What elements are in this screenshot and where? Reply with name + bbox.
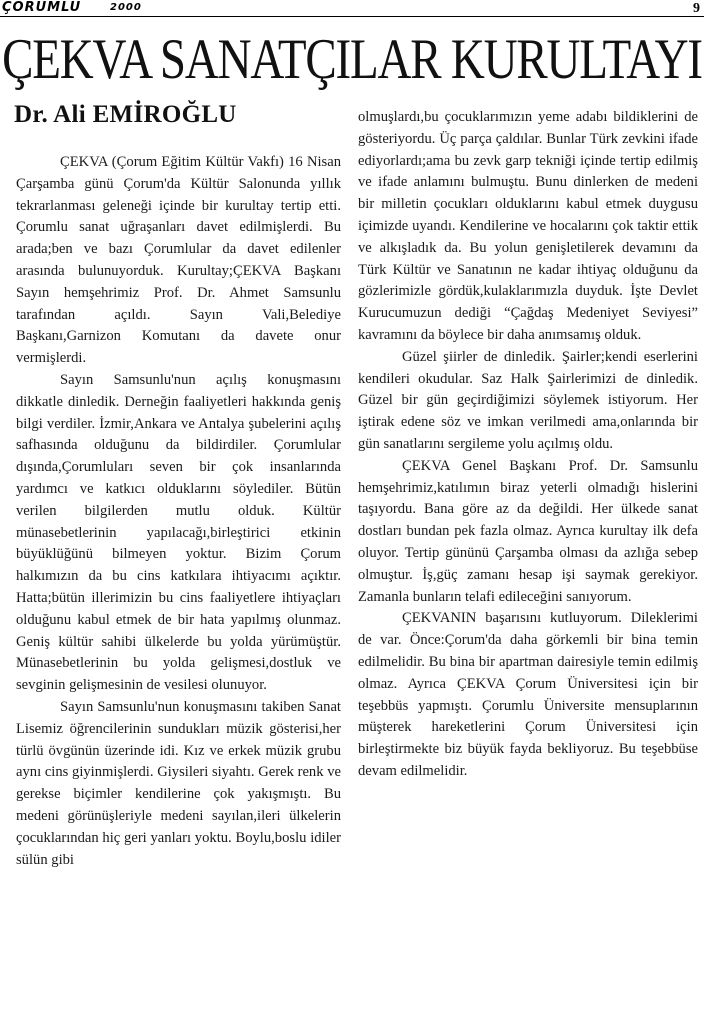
paragraph: ÇEKVANIN başarısını kutluyorum. Dileklerimi de var. Önce:Çorum'da daha görkemli bir bina temin edilmelidir. Bu bina bir apartman dairesiyle temin edilmiş olmaz. Ayrıca ÇEKVA Çorum Üniversitesi için bir teşebbüs yapmıştı. Çorumlu Üniversite mensuplarının müşterek hareketlerini Çorum Üniversitesi için birleştirmekte biz büyük fayda bekliyoruz. Bu teşebbüse devam edilmelidir. xyxy=(358,610,698,779)
paragraph: Güzel şiirler de dinledik. Şairler;kendi eserlerini kendileri okudular. Saz Halk Şairlerimizi de dinledik. Güzel bir gün geçirdiğimizi söylemek istiyorum. Her iştirak edene söz ve imkan verilmedi ama,onlarında bir gün sanatlarını sergileme yolu açılmış oldu. xyxy=(358,348,698,452)
paragraph: ÇEKVA Genel Başkanı Prof. Dr. Samsunlu hemşehrimiz,katılımın biraz yeterli olmadığı hislerini taşıyordu. Bana göre az da değildi. Her ülkede sanat dostları bundan pek fazla olmaz. Ayrıca kurultay ilk defa oluyor. Tertip gününü Çarşamba olması da azlığa sebep olmuştur. İş,güç zamanı hesap işi saymak gerekiyor. Zamanla bunların telafi edileceğini sanıyorum. xyxy=(358,457,698,605)
newspaper-year: 2000 xyxy=(110,2,142,13)
article-author: Dr. Ali EMİROĞLU xyxy=(14,101,237,128)
page-header xyxy=(0,0,704,20)
header-rule xyxy=(0,16,704,17)
right-column xyxy=(358,107,698,783)
paragraph: Sayın Samsunlu'nun açılış konuşmasını dikkatle dinledik. Derneğin faaliyetleri hakkında geniş bilgi verdiler. İzmir,Ankara ve Antalya şubelerini açılış safhasında olduğunu da bildirdiler. Çorumlular dışında,Çorumluları seven bir çok insanlarında yardımcı ve katkıcı olduklarını söylediler. Bütün verilen bilgilerden mutlu olduk. Kültür münasebetlerinin yapılacağı,birleştirici etkinin büyüklüğünü bilmeyen yoktur. Bizim Çorum halkımızın da bu cins katkılara ihtiyacımı açıktır. Hatta;bütün illerimizin bu cins faaliyetlere ihtiyaçları olduğunu kabul etmek de bir hata yapılmış olunmaz. Geniş kültür sahibi ülkelerde bu yolda yürümüştür. Münasebetlerinin bu yolda gelişmesi,dostluk ve sevginin gelişmesinin de vesilesi olunuyor. xyxy=(16,371,341,694)
paragraph: olmuşlardı,bu çocuklarımızın yeme adabı bildiklerini de gösteriyordu. Üç parça çaldılar. Bunlar Türk zevkini ifade ediyorlardı;ama bu zevk garp tekniği içinde tertip edilmiş ve ifade anlamını bulmuştu. Bunu dinlerken de medeni bir milletin çocukları olduklarını kabul etmek duygusu içimizde uyandı. Kendilerine ve hocalarını çok taktir ettik ve alkışladık da. Bu yolun genişletilerek devamını da Türk Kültür ve Sanatının ne kadar ihtiyaç olduğunu da gözlerimizle gördük,kulaklarımızla duyduk. İşte Devlet Kurucumuzun dediği “Çağdaş Medeniyet Seviyesi” kavramını da böylece bir daha anımsamış olduk. xyxy=(358,109,698,343)
left-column xyxy=(16,152,341,871)
article-title: ÇEKVA SANATÇILAR KURULTAYI xyxy=(2,28,702,92)
paragraph: ÇEKVA (Çorum Eğitim Kültür Vakfı) 16 Nisan Çarşamba günü Çorum'da Kültür Salonunda yıllık tekrarlanması geleneği içinde bir kurultay tertip etti. Çorumlu sanat uğraşanları davet edilmişlerdi. Bu arada;ben ve bazı Çorumlular da davet edilenler arasında bulunuyorduk. Kurultay;ÇEKVA Başkanı Sayın hemşehrimiz Prof. Dr. Ahmet Samsunlu tarafından açıldı. Sayın Vali,Belediye Başkanı,Garnizon Komutanı da davete onur vermişlerdi. xyxy=(16,154,341,367)
newspaper-brand: ÇORUMLU xyxy=(2,0,82,15)
page-number: 9 xyxy=(693,1,700,16)
paragraph: Sayın Samsunlu'nun konuşmasını takiben Sanat Lisemiz öğrencilerinin sundukları müzik gösterisi,her türlü övgünün üzerinde idi. Kız ve erkek müzik grubu aynı cins giyinmişlerdi. Giysileri siyahtı. Gerek renk ve gerekse biçimler kendilerine çok yakışmıştı. Bu medeni görünüşleriyle medeni sayılan,ileri ülkelerin çocuklarından hiç geri yanları yoktu. Boylu,boslu idiler sülün gibi xyxy=(16,698,341,868)
